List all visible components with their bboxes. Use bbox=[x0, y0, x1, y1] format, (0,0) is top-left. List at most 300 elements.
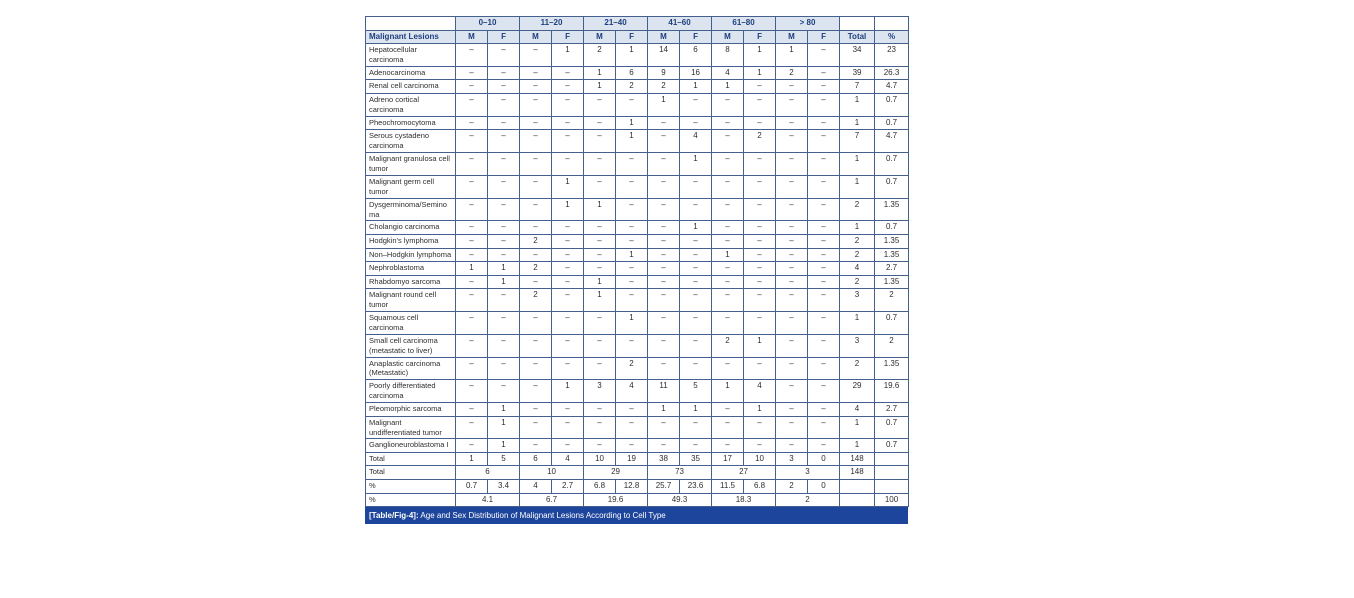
row-total-cell: 3 bbox=[840, 289, 875, 312]
count-cell: – bbox=[808, 234, 840, 248]
count-cell: – bbox=[520, 175, 552, 198]
grouped-count-cell: 73 bbox=[648, 466, 712, 480]
count-cell: 1 bbox=[680, 403, 712, 417]
table-header bbox=[366, 17, 909, 44]
count-cell: 1 bbox=[584, 66, 616, 80]
summary-count-cell: 0 bbox=[808, 480, 840, 494]
table-row bbox=[366, 175, 909, 198]
count-cell: – bbox=[488, 221, 520, 235]
count-cell: – bbox=[776, 248, 808, 262]
count-cell: – bbox=[808, 403, 840, 417]
count-cell: – bbox=[488, 130, 520, 153]
blank-total-top-cell bbox=[840, 17, 875, 31]
table-row bbox=[366, 248, 909, 262]
count-cell: 1 bbox=[744, 403, 776, 417]
count-cell: – bbox=[648, 275, 680, 289]
count-cell: – bbox=[744, 289, 776, 312]
count-cell: – bbox=[648, 130, 680, 153]
row-percent-cell: 0.7 bbox=[875, 175, 909, 198]
count-cell: – bbox=[712, 198, 744, 221]
table-row bbox=[366, 334, 909, 357]
count-cell: – bbox=[456, 153, 488, 176]
count-cell: 1 bbox=[488, 416, 520, 439]
count-cell: – bbox=[808, 66, 840, 80]
summary-count-cell: 0 bbox=[808, 452, 840, 466]
sex-header-male: M bbox=[584, 30, 616, 44]
lesion-name-cell: Malignant granulosa cell tumor bbox=[366, 153, 456, 176]
grouped-count-cell: 29 bbox=[584, 466, 648, 480]
count-cell: 4 bbox=[712, 66, 744, 80]
lesion-name-cell: Small cell carcinoma (metastatic to liver) bbox=[366, 334, 456, 357]
count-cell: – bbox=[488, 80, 520, 94]
grouped-count-cell: 3 bbox=[776, 466, 840, 480]
count-cell: – bbox=[776, 334, 808, 357]
count-cell: – bbox=[456, 93, 488, 116]
row-percent-cell: 0.7 bbox=[875, 93, 909, 116]
count-cell: – bbox=[488, 289, 520, 312]
count-cell: – bbox=[648, 221, 680, 235]
summary-row-percent-mf bbox=[366, 480, 909, 494]
count-cell: 1 bbox=[712, 380, 744, 403]
summary-percent-cell bbox=[875, 480, 909, 494]
lesion-name-cell: Anaplastic carcinoma (Metastatic) bbox=[366, 357, 456, 380]
count-cell: – bbox=[776, 116, 808, 130]
count-cell: – bbox=[616, 153, 648, 176]
lesion-name-cell: Pleomorphic sarcoma bbox=[366, 403, 456, 417]
summary-count-cell: 17 bbox=[712, 452, 744, 466]
row-total-cell: 34 bbox=[840, 44, 875, 67]
row-percent-cell: 2 bbox=[875, 289, 909, 312]
count-cell: – bbox=[776, 262, 808, 276]
table-row bbox=[366, 153, 909, 176]
count-cell: – bbox=[584, 175, 616, 198]
row-percent-cell: 19.6 bbox=[875, 380, 909, 403]
sex-header-male: M bbox=[648, 30, 680, 44]
count-cell: – bbox=[712, 403, 744, 417]
table-header-row-age-groups bbox=[366, 17, 909, 31]
count-cell: – bbox=[776, 275, 808, 289]
row-total-cell: 4 bbox=[840, 262, 875, 276]
grouped-count-cell: 6 bbox=[456, 466, 520, 480]
count-cell: – bbox=[808, 311, 840, 334]
count-cell: 1 bbox=[680, 153, 712, 176]
count-cell: – bbox=[520, 334, 552, 357]
count-cell: – bbox=[744, 262, 776, 276]
count-cell: – bbox=[520, 153, 552, 176]
count-cell: – bbox=[456, 175, 488, 198]
count-cell: – bbox=[744, 416, 776, 439]
lesion-name-cell: Cholangio carcinoma bbox=[366, 221, 456, 235]
lesion-name-cell: Renal cell carcinoma bbox=[366, 80, 456, 94]
summary-count-cell: 5 bbox=[488, 452, 520, 466]
count-cell: – bbox=[456, 403, 488, 417]
count-cell: – bbox=[584, 262, 616, 276]
row-percent-cell: 1.35 bbox=[875, 357, 909, 380]
count-cell: – bbox=[680, 175, 712, 198]
count-cell: – bbox=[744, 234, 776, 248]
count-cell: – bbox=[808, 175, 840, 198]
row-total-cell: 1 bbox=[840, 93, 875, 116]
lesion-name-cell: Nephroblastoma bbox=[366, 262, 456, 276]
total-column-header: Total bbox=[840, 30, 875, 44]
summary-count-cell: 6.8 bbox=[744, 480, 776, 494]
summary-count-cell: 0.7 bbox=[456, 480, 488, 494]
count-cell: – bbox=[488, 248, 520, 262]
count-cell: 6 bbox=[616, 66, 648, 80]
count-cell: – bbox=[680, 334, 712, 357]
count-cell: – bbox=[712, 439, 744, 453]
count-cell: – bbox=[456, 116, 488, 130]
table-row bbox=[366, 416, 909, 439]
count-cell: – bbox=[744, 311, 776, 334]
data-table bbox=[365, 16, 909, 507]
count-cell: 14 bbox=[648, 44, 680, 67]
summary-row-total-mf bbox=[366, 452, 909, 466]
sex-header-male: M bbox=[520, 30, 552, 44]
count-cell: – bbox=[680, 289, 712, 312]
row-percent-cell: 0.7 bbox=[875, 439, 909, 453]
summary-count-cell: 35 bbox=[680, 452, 712, 466]
count-cell: 2 bbox=[744, 130, 776, 153]
table-row bbox=[366, 380, 909, 403]
summary-label-cell: Total bbox=[366, 452, 456, 466]
row-total-cell: 1 bbox=[840, 221, 875, 235]
count-cell: – bbox=[456, 248, 488, 262]
row-percent-cell: 4.7 bbox=[875, 130, 909, 153]
count-cell: – bbox=[808, 44, 840, 67]
table-row bbox=[366, 116, 909, 130]
count-cell: – bbox=[456, 334, 488, 357]
count-cell: – bbox=[584, 221, 616, 235]
count-cell: – bbox=[808, 198, 840, 221]
count-cell: – bbox=[712, 93, 744, 116]
count-cell: – bbox=[808, 439, 840, 453]
count-cell: – bbox=[744, 80, 776, 94]
sex-header-female: F bbox=[552, 30, 584, 44]
count-cell: – bbox=[776, 80, 808, 94]
count-cell: – bbox=[712, 416, 744, 439]
count-cell: 3 bbox=[584, 380, 616, 403]
count-cell: – bbox=[552, 403, 584, 417]
count-cell: – bbox=[648, 416, 680, 439]
summary-count-cell: 4 bbox=[552, 452, 584, 466]
count-cell: – bbox=[712, 275, 744, 289]
count-cell: – bbox=[680, 311, 712, 334]
age-group-header: 11–20 bbox=[520, 17, 584, 31]
count-cell: – bbox=[456, 234, 488, 248]
table-row bbox=[366, 80, 909, 94]
age-group-header: 61–80 bbox=[712, 17, 776, 31]
summary-total-cell: 148 bbox=[840, 452, 875, 466]
caption-label: [Table/Fig-4]: bbox=[369, 511, 419, 521]
row-total-cell: 2 bbox=[840, 275, 875, 289]
row-total-cell: 1 bbox=[840, 311, 875, 334]
count-cell: – bbox=[776, 130, 808, 153]
count-cell: 1 bbox=[648, 93, 680, 116]
summary-count-cell: 2.7 bbox=[552, 480, 584, 494]
count-cell: – bbox=[744, 248, 776, 262]
summary-count-cell: 25.7 bbox=[648, 480, 680, 494]
count-cell: – bbox=[584, 93, 616, 116]
summary-total-cell bbox=[840, 480, 875, 494]
count-cell: – bbox=[680, 198, 712, 221]
count-cell: 16 bbox=[680, 66, 712, 80]
count-cell: – bbox=[776, 198, 808, 221]
count-cell: – bbox=[456, 311, 488, 334]
row-total-cell: 7 bbox=[840, 130, 875, 153]
summary-count-cell: 1 bbox=[456, 452, 488, 466]
caption-text: Age and Sex Distribution of Malignant Lesions According to Cell Type bbox=[418, 511, 666, 521]
count-cell: – bbox=[808, 221, 840, 235]
count-cell: – bbox=[776, 380, 808, 403]
count-cell: – bbox=[712, 221, 744, 235]
count-cell: – bbox=[616, 289, 648, 312]
count-cell: 1 bbox=[584, 80, 616, 94]
count-cell: – bbox=[520, 357, 552, 380]
row-percent-cell: 1.35 bbox=[875, 248, 909, 262]
count-cell: – bbox=[552, 66, 584, 80]
count-cell: – bbox=[744, 116, 776, 130]
grouped-count-cell: 2 bbox=[776, 493, 840, 507]
count-cell: 1 bbox=[776, 44, 808, 67]
count-cell: – bbox=[648, 116, 680, 130]
count-cell: – bbox=[456, 275, 488, 289]
count-cell: – bbox=[808, 334, 840, 357]
count-cell: – bbox=[552, 153, 584, 176]
count-cell: – bbox=[552, 234, 584, 248]
count-cell: – bbox=[488, 93, 520, 116]
summary-count-cell: 19 bbox=[616, 452, 648, 466]
count-cell: – bbox=[520, 44, 552, 67]
row-percent-cell: 0.7 bbox=[875, 221, 909, 235]
table-row bbox=[366, 44, 909, 67]
lesion-name-cell: Hodgkin's lymphoma bbox=[366, 234, 456, 248]
summary-total-cell: 148 bbox=[840, 466, 875, 480]
count-cell: – bbox=[680, 275, 712, 289]
table-row bbox=[366, 221, 909, 235]
summary-percent-cell bbox=[875, 452, 909, 466]
count-cell: – bbox=[616, 403, 648, 417]
summary-count-cell: 6 bbox=[520, 452, 552, 466]
lesion-column-header: Malignant Lesions bbox=[366, 30, 456, 44]
count-cell: – bbox=[520, 221, 552, 235]
count-cell: – bbox=[648, 311, 680, 334]
age-group-header: > 80 bbox=[776, 17, 840, 31]
count-cell: – bbox=[648, 153, 680, 176]
table-row bbox=[366, 130, 909, 153]
table-row bbox=[366, 93, 909, 116]
count-cell: – bbox=[808, 275, 840, 289]
table-row bbox=[366, 234, 909, 248]
count-cell: – bbox=[584, 311, 616, 334]
count-cell: 1 bbox=[616, 116, 648, 130]
lesion-name-cell: Poorly differentiated carcinoma bbox=[366, 380, 456, 403]
count-cell: – bbox=[552, 439, 584, 453]
row-total-cell: 29 bbox=[840, 380, 875, 403]
count-cell: – bbox=[648, 234, 680, 248]
table-row bbox=[366, 198, 909, 221]
count-cell: – bbox=[488, 198, 520, 221]
count-cell: – bbox=[776, 175, 808, 198]
count-cell: – bbox=[584, 248, 616, 262]
lesion-name-cell: Hepatocellular carcinoma bbox=[366, 44, 456, 67]
lesion-name-cell: Serous cystadeno carcinoma bbox=[366, 130, 456, 153]
row-percent-cell: 26.3 bbox=[875, 66, 909, 80]
count-cell: – bbox=[648, 289, 680, 312]
count-cell: – bbox=[744, 153, 776, 176]
summary-row-total-grouped bbox=[366, 466, 909, 480]
count-cell: 4 bbox=[616, 380, 648, 403]
count-cell: 2 bbox=[616, 80, 648, 94]
count-cell: 6 bbox=[680, 44, 712, 67]
count-cell: – bbox=[520, 275, 552, 289]
count-cell: – bbox=[456, 66, 488, 80]
table-row bbox=[366, 439, 909, 453]
lesion-name-cell: Rhabdomyo sarcoma bbox=[366, 275, 456, 289]
count-cell: – bbox=[488, 234, 520, 248]
count-cell: – bbox=[584, 116, 616, 130]
table-row bbox=[366, 403, 909, 417]
count-cell: – bbox=[648, 175, 680, 198]
percent-column-header: % bbox=[875, 30, 909, 44]
count-cell: – bbox=[808, 116, 840, 130]
count-cell: 2 bbox=[648, 80, 680, 94]
summary-count-cell: 6.8 bbox=[584, 480, 616, 494]
count-cell: – bbox=[520, 403, 552, 417]
count-cell: 4 bbox=[744, 380, 776, 403]
count-cell: – bbox=[552, 289, 584, 312]
count-cell: 1 bbox=[648, 403, 680, 417]
count-cell: 1 bbox=[552, 175, 584, 198]
count-cell: – bbox=[808, 80, 840, 94]
count-cell: 1 bbox=[616, 311, 648, 334]
row-total-cell: 2 bbox=[840, 248, 875, 262]
row-percent-cell: 0.7 bbox=[875, 153, 909, 176]
count-cell: – bbox=[520, 80, 552, 94]
count-cell: – bbox=[808, 248, 840, 262]
count-cell: 1 bbox=[488, 275, 520, 289]
count-cell: 5 bbox=[680, 380, 712, 403]
lesion-name-cell: Adenocarcinoma bbox=[366, 66, 456, 80]
row-percent-cell: 4.7 bbox=[875, 80, 909, 94]
count-cell: – bbox=[584, 357, 616, 380]
table-body bbox=[366, 44, 909, 507]
table-row bbox=[366, 311, 909, 334]
lesion-name-cell: Malignant germ cell tumor bbox=[366, 175, 456, 198]
count-cell: – bbox=[776, 93, 808, 116]
count-cell: 1 bbox=[616, 130, 648, 153]
grouped-count-cell: 49.3 bbox=[648, 493, 712, 507]
count-cell: – bbox=[744, 439, 776, 453]
row-percent-cell: 0.7 bbox=[875, 416, 909, 439]
count-cell: 1 bbox=[552, 198, 584, 221]
count-cell: – bbox=[712, 130, 744, 153]
count-cell: 2 bbox=[520, 289, 552, 312]
count-cell: – bbox=[520, 416, 552, 439]
count-cell: 1 bbox=[552, 44, 584, 67]
count-cell: 1 bbox=[712, 80, 744, 94]
row-percent-cell: 2.7 bbox=[875, 403, 909, 417]
count-cell: – bbox=[648, 248, 680, 262]
count-cell: – bbox=[744, 357, 776, 380]
table-row bbox=[366, 262, 909, 276]
count-cell: – bbox=[776, 439, 808, 453]
row-total-cell: 7 bbox=[840, 80, 875, 94]
row-total-cell: 2 bbox=[840, 357, 875, 380]
count-cell: – bbox=[808, 357, 840, 380]
summary-count-cell: 10 bbox=[744, 452, 776, 466]
sex-header-male: M bbox=[776, 30, 808, 44]
count-cell: – bbox=[744, 198, 776, 221]
count-cell: 1 bbox=[680, 221, 712, 235]
count-cell: – bbox=[616, 198, 648, 221]
blank-percent-top-cell bbox=[875, 17, 909, 31]
count-cell: – bbox=[552, 248, 584, 262]
sex-header-female: F bbox=[680, 30, 712, 44]
count-cell: – bbox=[712, 153, 744, 176]
row-percent-cell: 0.7 bbox=[875, 116, 909, 130]
count-cell: – bbox=[680, 439, 712, 453]
lesion-name-cell: Malignant undifferentiated tumor bbox=[366, 416, 456, 439]
table-row bbox=[366, 66, 909, 80]
lesion-name-cell: Dysgerminoma/Seminoma bbox=[366, 198, 456, 221]
count-cell: – bbox=[552, 262, 584, 276]
count-cell: 1 bbox=[616, 44, 648, 67]
row-total-cell: 2 bbox=[840, 198, 875, 221]
sex-header-female: F bbox=[808, 30, 840, 44]
age-group-header: 0–10 bbox=[456, 17, 520, 31]
summary-count-cell: 12.8 bbox=[616, 480, 648, 494]
count-cell: – bbox=[648, 198, 680, 221]
grouped-count-cell: 4.1 bbox=[456, 493, 520, 507]
count-cell: – bbox=[744, 175, 776, 198]
count-cell: – bbox=[616, 221, 648, 235]
count-cell: – bbox=[616, 334, 648, 357]
count-cell: 1 bbox=[680, 80, 712, 94]
count-cell: 1 bbox=[584, 289, 616, 312]
summary-count-cell: 3.4 bbox=[488, 480, 520, 494]
row-total-cell: 4 bbox=[840, 403, 875, 417]
count-cell: – bbox=[520, 380, 552, 403]
count-cell: – bbox=[808, 93, 840, 116]
count-cell: – bbox=[776, 416, 808, 439]
count-cell: – bbox=[648, 262, 680, 276]
row-total-cell: 39 bbox=[840, 66, 875, 80]
count-cell: – bbox=[488, 334, 520, 357]
count-cell: – bbox=[616, 439, 648, 453]
row-total-cell: 1 bbox=[840, 153, 875, 176]
count-cell: – bbox=[808, 153, 840, 176]
row-total-cell: 1 bbox=[840, 175, 875, 198]
count-cell: – bbox=[488, 153, 520, 176]
malignant-lesions-table bbox=[365, 16, 908, 524]
count-cell: – bbox=[808, 380, 840, 403]
count-cell: – bbox=[680, 116, 712, 130]
count-cell: – bbox=[776, 357, 808, 380]
count-cell: – bbox=[776, 311, 808, 334]
count-cell: – bbox=[552, 116, 584, 130]
count-cell: 4 bbox=[680, 130, 712, 153]
summary-percent-cell bbox=[875, 466, 909, 480]
count-cell: 1 bbox=[744, 44, 776, 67]
count-cell: – bbox=[776, 403, 808, 417]
summary-total-cell bbox=[840, 493, 875, 507]
table-caption bbox=[365, 507, 908, 524]
count-cell: 2 bbox=[520, 262, 552, 276]
lesion-name-cell: Adreno cortical carcinoma bbox=[366, 93, 456, 116]
count-cell: – bbox=[456, 198, 488, 221]
count-cell: – bbox=[712, 262, 744, 276]
